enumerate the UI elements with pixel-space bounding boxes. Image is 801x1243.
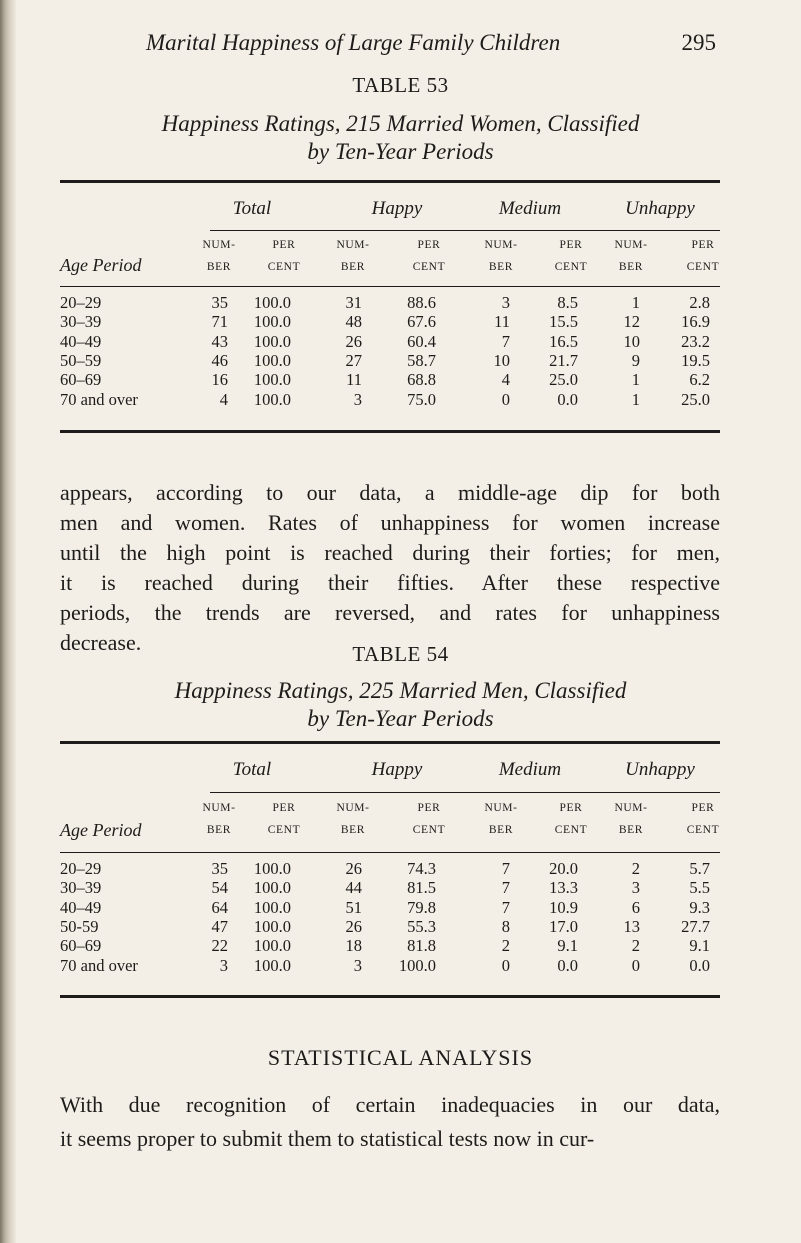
table-54-label: TABLE 54 [352,642,449,666]
value-cell: 10 [493,350,510,370]
value-cell: 0.0 [689,955,710,975]
value-cell: 48 [345,312,362,332]
group-header-medium: Medium [498,198,562,219]
header-bottom-rule [60,286,720,287]
group-header-rule [210,792,720,793]
column-subheader-percent: PER [417,802,441,814]
table-53-caption-line-2: by Ten-Year Periods [307,139,494,164]
age-period-cell: 30–39 [60,312,102,332]
value-cell: 43 [211,331,228,351]
page-number: 295 [681,30,716,55]
header-bottom-rule [60,852,720,853]
value-cell: 25.0 [681,389,710,409]
value-cell: 100.0 [253,389,291,409]
table-row [60,390,720,411]
age-period-cell: 40–49 [60,897,102,917]
table-row [60,332,720,353]
value-cell: 26 [345,331,362,351]
value-cell: 74.3 [407,859,436,878]
column-subheader-percent: CENT [686,261,720,273]
value-cell: 100.0 [253,859,291,878]
column-subheader-percent: PER [417,239,441,251]
value-cell: 7 [501,331,510,351]
value-cell: 27.7 [681,916,710,936]
column-subheader-percent: PER [691,802,715,814]
value-cell: 20.0 [549,859,578,878]
value-cell: 100.0 [253,370,291,390]
group-header-rule [210,230,720,231]
section-heading: STATISTICAL ANALYSIS [267,1045,534,1070]
value-cell: 3 [353,389,362,409]
value-cell: 35 [211,293,228,312]
table-row [60,312,720,333]
value-cell: 26 [345,859,362,878]
paragraph-line: it is reached during their fifties. After these respective [60,570,720,595]
age-period-header: Age Period [60,255,142,275]
value-cell: 100.0 [398,955,436,975]
column-subheader-number: NUM- [614,802,648,814]
value-cell: 26 [345,916,362,936]
value-cell: 3 [219,955,228,975]
value-cell: 100.0 [253,331,291,351]
value-cell: 81.8 [407,936,436,956]
paragraph-line: periods, the trends are reversed, and rates for unhappiness [60,600,720,625]
value-cell: 8 [501,916,510,936]
value-cell: 55.3 [407,916,436,936]
value-cell: 2 [501,936,510,956]
value-cell: 0 [501,955,510,975]
paragraph-line: until the high point is reached during their forties; for men, [60,540,720,565]
paragraph-line: men and women. Rates of unhappiness for women increase [60,510,720,535]
table-row [60,917,720,938]
age-period-cell: 70 and over [60,955,138,975]
value-cell: 18 [345,936,362,956]
column-subheader-number: NUM- [614,239,648,251]
table-row [60,898,720,919]
value-cell: 5.7 [689,859,710,878]
age-period-header: Age Period [60,820,142,840]
age-period-cell: 50–59 [60,350,102,370]
table-row [60,936,720,957]
table-54-caption-line-1: Happiness Ratings, 225 Married Men, Classified [174,678,627,703]
value-cell: 1 [631,389,640,409]
age-period-cell: 20–29 [60,859,102,878]
value-cell: 100.0 [253,916,291,936]
value-cell: 23.2 [681,331,710,351]
age-period-cell: 30–39 [60,878,102,898]
column-subheader-percent: PER [272,239,296,251]
value-cell: 2.8 [689,293,710,312]
column-subheader-percent: CENT [686,824,720,836]
value-cell: 1 [631,293,640,312]
value-cell: 9.1 [689,936,710,956]
value-cell: 0.0 [557,955,578,975]
age-period-cell: 60–69 [60,936,102,956]
paragraph-line: it seems proper to submit them to statistical tests now in cur- [60,1126,595,1151]
value-cell: 60.4 [407,331,436,351]
value-cell: 5.5 [689,878,710,898]
value-cell: 25.0 [549,370,578,390]
value-cell: 75.0 [407,389,436,409]
value-cell: 0.0 [557,389,578,409]
value-cell: 0 [501,389,510,409]
column-subheader-number: BER [618,824,644,836]
paragraph-line: With due recognition of certain inadequacies in our data, [60,1092,720,1117]
paragraph-line: appears, according to our data, a middle-age dip for both [60,480,720,505]
value-cell: 79.8 [407,897,436,917]
column-subheader-number: BER [340,261,366,273]
table-bottom-rule [60,430,720,433]
value-cell: 46 [211,350,228,370]
value-cell: 17.0 [549,916,578,936]
value-cell: 44 [345,878,362,898]
value-cell: 100.0 [253,312,291,332]
value-cell: 100.0 [253,293,291,312]
column-subheader-number: BER [488,824,514,836]
running-head [146,30,716,56]
value-cell: 9 [631,350,640,370]
value-cell: 16.9 [681,312,710,332]
value-cell: 16 [211,370,228,390]
age-period-cell: 60–69 [60,370,102,390]
value-cell: 58.7 [407,350,436,370]
table-row [60,351,720,372]
value-cell: 11 [494,312,510,332]
column-subheader-number: NUM- [202,239,236,251]
column-subheader-percent: CENT [554,261,588,273]
value-cell: 100.0 [253,955,291,975]
value-cell: 11 [346,370,362,390]
value-cell: 100.0 [253,936,291,956]
section-paragraph [60,1088,720,1156]
group-header-total: Total [232,198,272,219]
group-header-unhappy: Unhappy [625,759,695,780]
value-cell: 9.1 [557,936,578,956]
value-cell: 7 [501,897,510,917]
table-54-caption-line-2: by Ten-Year Periods [307,706,494,731]
value-cell: 0 [631,955,640,975]
value-cell: 100.0 [253,350,291,370]
value-cell: 64 [211,897,228,917]
value-cell: 16.5 [549,331,578,351]
column-subheader-percent: CENT [412,261,446,273]
value-cell: 10.9 [549,897,578,917]
column-subheader-percent: CENT [267,824,301,836]
table-53-caption-line-1: Happiness Ratings, 215 Married Women, Classified [161,111,640,136]
table-top-rule [60,180,720,183]
value-cell: 12 [623,312,640,332]
value-cell: 81.5 [407,878,436,898]
value-cell: 13 [623,916,640,936]
value-cell: 100.0 [253,897,291,917]
value-cell: 9.3 [689,897,710,917]
value-cell: 68.8 [407,370,436,390]
value-cell: 67.6 [407,312,436,332]
value-cell: 47 [211,916,228,936]
table-53 [60,180,720,460]
value-cell: 88.6 [407,293,436,312]
value-cell: 4 [501,370,510,390]
paragraph-line: decrease. [60,630,142,655]
age-period-cell: 70 and over [60,389,138,409]
table-row [60,370,720,391]
column-subheader-number: NUM- [336,802,370,814]
column-subheader-number: NUM- [202,802,236,814]
group-header-happy: Happy [371,198,423,219]
table-bottom-rule [60,995,720,998]
column-subheader-number: BER [618,261,644,273]
column-subheader-percent: PER [272,802,296,814]
group-header-happy: Happy [371,759,423,780]
value-cell: 15.5 [549,312,578,332]
value-cell: 2 [631,859,640,878]
value-cell: 71 [211,312,228,332]
age-period-cell: 50-59 [60,916,99,936]
running-title: Marital Happiness of Large Family Children [146,30,561,55]
value-cell: 3 [631,878,640,898]
value-cell: 22 [211,936,228,956]
age-period-cell: 20–29 [60,293,102,312]
table-54 [60,741,720,1021]
column-subheader-percent: PER [559,239,583,251]
value-cell: 54 [211,878,228,898]
group-header-total: Total [232,759,272,780]
value-cell: 31 [345,293,362,312]
value-cell: 100.0 [253,878,291,898]
column-subheader-number: NUM- [484,239,518,251]
table-row [60,878,720,899]
column-subheader-number: BER [206,261,232,273]
value-cell: 6.2 [689,370,710,390]
value-cell: 8.5 [557,293,578,312]
value-cell: 1 [631,370,640,390]
table-row [60,293,720,314]
value-cell: 7 [501,878,510,898]
value-cell: 19.5 [681,350,710,370]
table-row [60,859,720,880]
body-paragraph [60,478,720,658]
value-cell: 10 [623,331,640,351]
value-cell: 3 [353,955,362,975]
value-cell: 27 [345,350,362,370]
table-row [60,956,720,977]
column-subheader-percent: CENT [267,261,301,273]
column-subheader-percent: PER [559,802,583,814]
column-subheader-percent: CENT [554,824,588,836]
column-subheader-percent: PER [691,239,715,251]
value-cell: 6 [631,897,640,917]
value-cell: 51 [345,897,362,917]
column-subheader-percent: CENT [412,824,446,836]
group-header-unhappy: Unhappy [625,198,695,219]
column-subheader-number: NUM- [484,802,518,814]
column-subheader-number: BER [488,261,514,273]
column-subheader-number: NUM- [336,239,370,251]
column-subheader-number: BER [206,824,232,836]
value-cell: 21.7 [549,350,578,370]
value-cell: 4 [219,389,228,409]
column-subheader-number: BER [340,824,366,836]
value-cell: 3 [501,293,510,312]
age-period-cell: 40–49 [60,331,102,351]
value-cell: 2 [631,936,640,956]
group-header-medium: Medium [498,759,562,780]
value-cell: 7 [501,859,510,878]
value-cell: 35 [211,859,228,878]
value-cell: 13.3 [549,878,578,898]
table-53-label: TABLE 53 [352,73,449,97]
table-top-rule [60,741,720,744]
